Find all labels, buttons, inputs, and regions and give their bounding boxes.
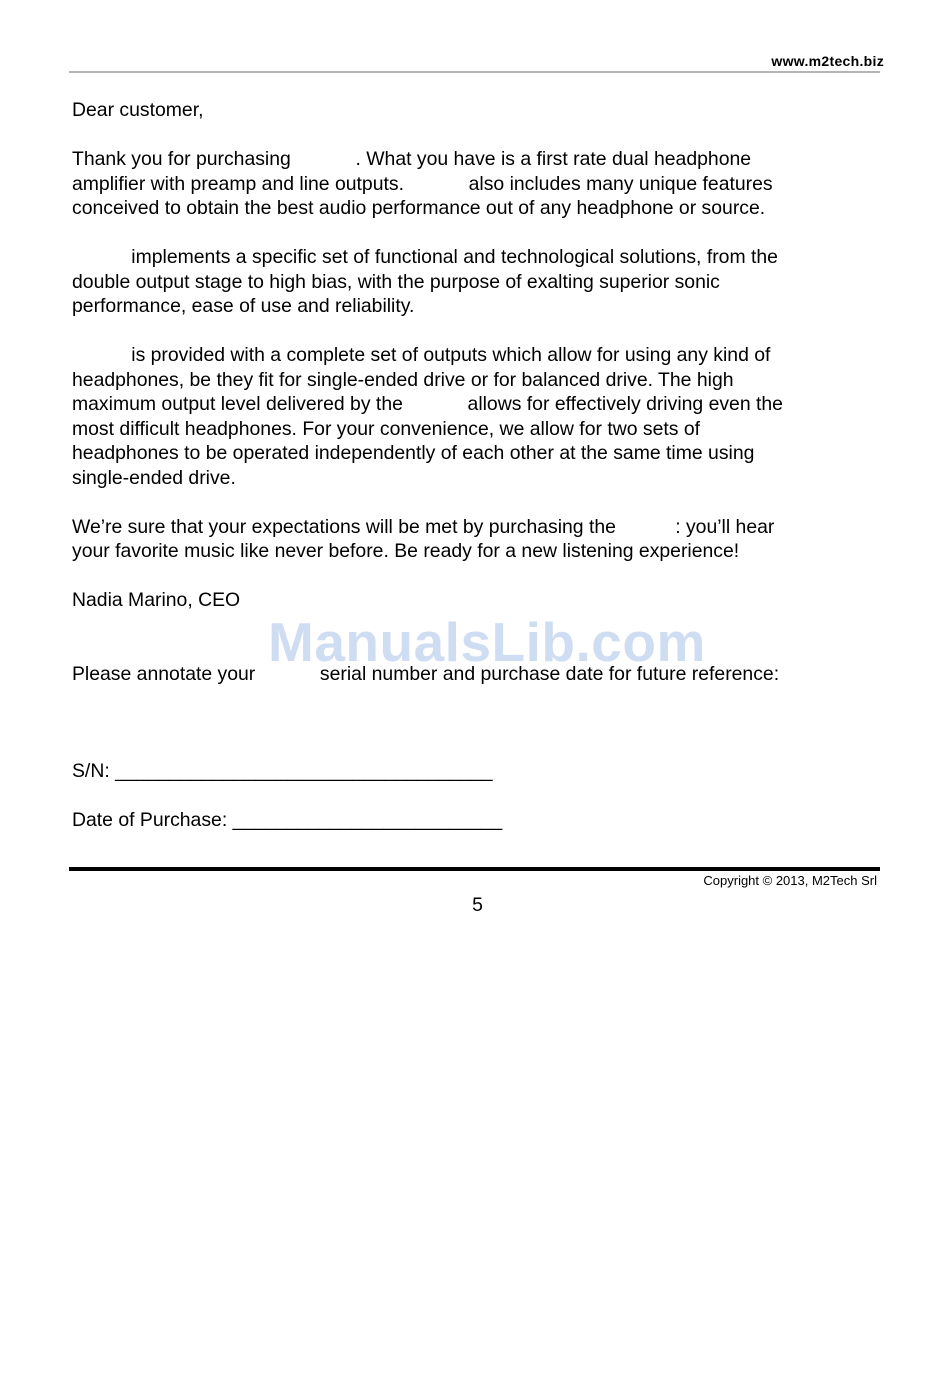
purchase-date-field: Date of Purchase: _________________________ — [72, 809, 503, 831]
paragraph-3-line: single-ended drive. — [72, 466, 236, 489]
annotate-instruction: Please annotate your serial number and purchase date for future reference: — [72, 662, 780, 685]
paragraph-1-line: conceived to obtain the best audio performance out of any headphone or source. — [72, 197, 766, 219]
paragraph-3-line: headphones, be they fit for single-ended drive or for balanced drive. The high — [72, 368, 734, 391]
paragraph-1-line: Thank you for purchasing . What you have is a first rate dual headphone — [72, 148, 752, 170]
serial-number-field: S/N: ___________________________________ — [72, 760, 493, 782]
paragraph-3-line: most difficult headphones. For your convenience, we allow for two sets of — [72, 417, 701, 440]
page-number: 5 — [472, 894, 483, 916]
header-url: www.m2tech.biz — [771, 53, 884, 69]
signature: Nadia Marino, CEO — [72, 589, 241, 611]
paragraph-1-line: amplifier with preamp and line outputs. also includes many unique features — [72, 172, 773, 195]
letter-body — [72, 98, 872, 686]
greeting: Dear customer, — [72, 99, 204, 121]
footer-divider — [69, 867, 880, 871]
paragraph-3-line: maximum output level delivered by the allows for effectively driving even the — [72, 393, 783, 415]
paragraph-2-line: double output stage to high bias, with the purpose of exalting superior sonic — [72, 270, 720, 293]
paragraph-3-line: headphones to be operated independently of each other at the same time using — [72, 442, 755, 464]
watermark: ManualsLib.com — [268, 611, 706, 673]
paragraph-4-line: your favorite music like never before. Be ready for a new listening experience! — [72, 540, 740, 562]
copyright-notice: Copyright © 2013, M2Tech Srl — [703, 873, 877, 888]
paragraph-2-line: performance, ease of use and reliability. — [72, 295, 415, 317]
paragraph-3-line: is provided with a complete set of outputs which allow for using any kind of — [72, 344, 771, 366]
paragraph-4-line: We’re sure that your expectations will be met by purchasing the : you’ll hear — [72, 515, 775, 538]
paragraph-2-line: implements a specific set of functional and technological solutions, from the — [72, 246, 778, 268]
header-divider — [69, 71, 880, 73]
